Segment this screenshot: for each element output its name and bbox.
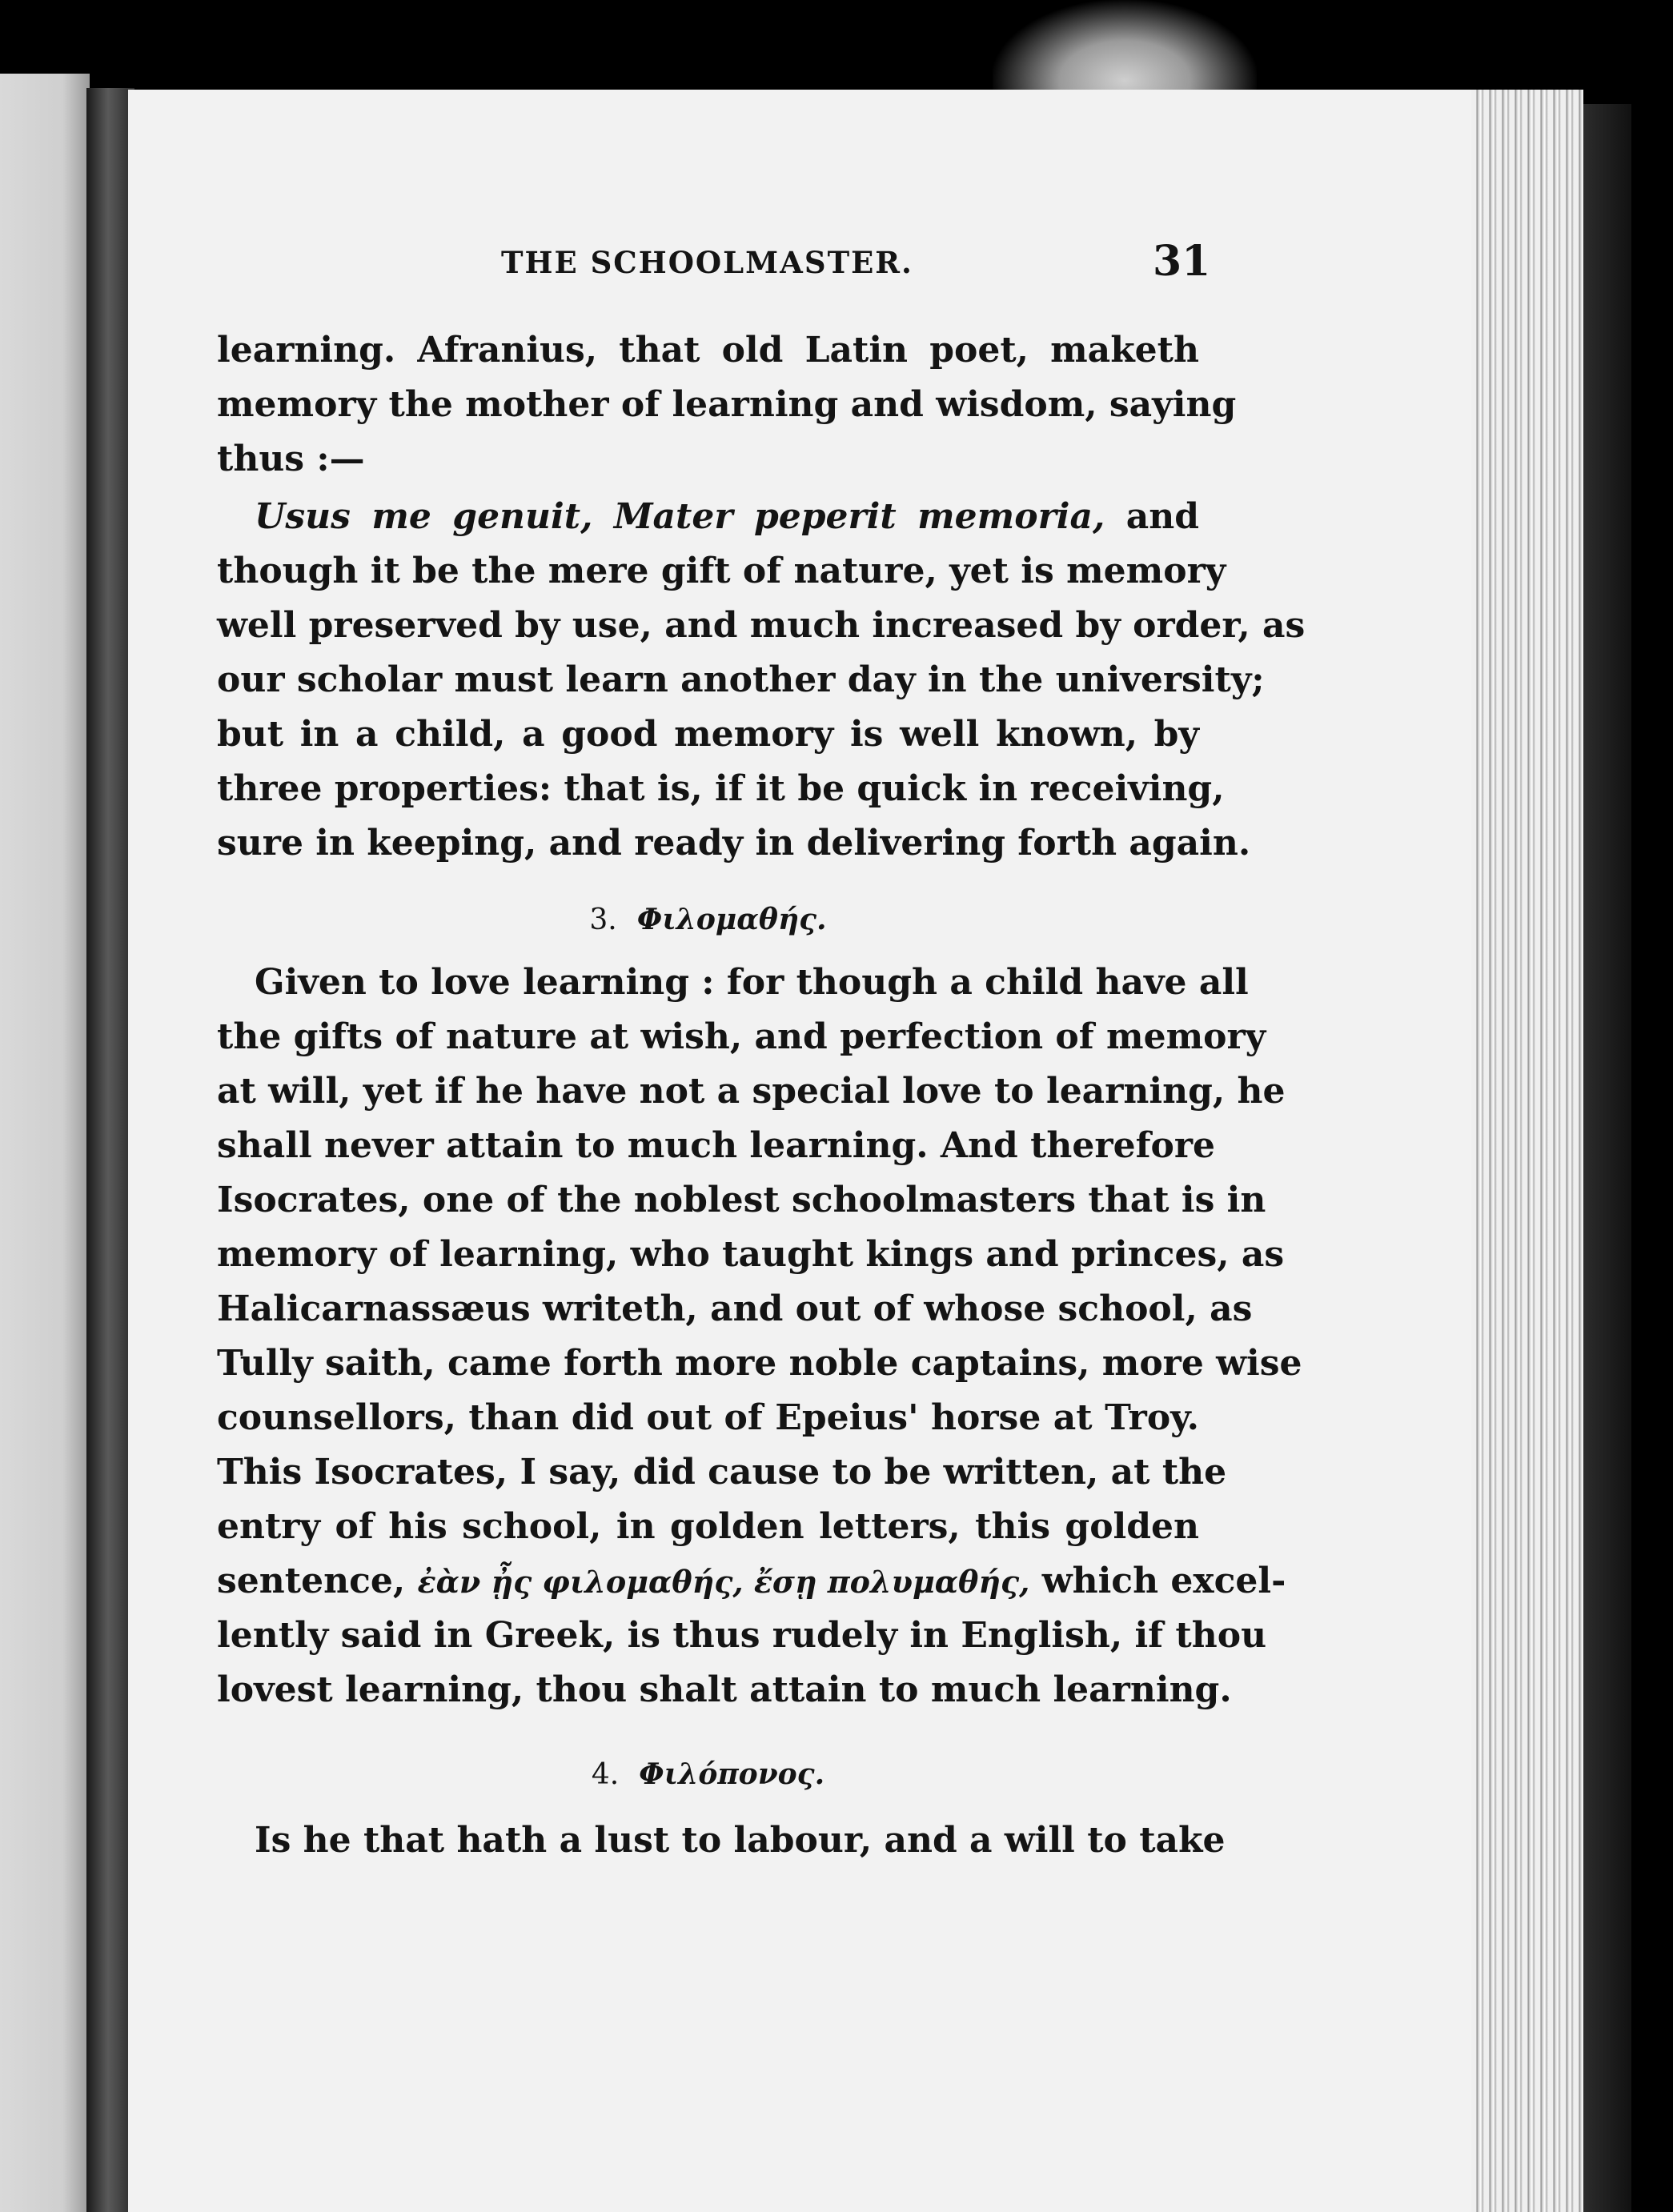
text-line: but in a child, a good memory is well known, by: [217, 714, 1199, 755]
text-fragment: and: [1125, 496, 1200, 537]
page-number: 31: [1153, 237, 1211, 286]
text-line: Given to love learning : for though a child have all: [255, 962, 1249, 1003]
section-number: 3.: [589, 904, 617, 936]
text-line: learning. Afranius, that old Latin poet, maketh: [217, 330, 1199, 371]
torn-page-corner: [993, 0, 1257, 90]
book-gutter: [86, 88, 134, 2212]
facing-page-edge: [0, 74, 90, 2212]
greek-sentence: ἐὰν ᾖς φιλομαθής, ἔσῃ πολυμαθής,: [417, 1564, 1030, 1600]
text-line: lently said in Greek, is thus rudely in English, if thou: [217, 1615, 1267, 1656]
text-line: memory the mother of learning and wisdom, saying: [217, 384, 1237, 425]
text-line: the gifts of nature at wish, and perfection of memory: [217, 1016, 1266, 1057]
text-line: Halicarnassæus writeth, and out of whose school, as: [217, 1288, 1253, 1329]
text-line: sure in keeping, and ready in delivering forth again.: [217, 823, 1251, 864]
text-line: lovest learning, thou shalt attain to much learning.: [217, 1669, 1232, 1710]
text-line: well preserved by use, and much increased by order, as: [217, 605, 1306, 646]
section-title-greek: Φιλόπονος.: [639, 1757, 825, 1791]
section-title-greek: Φιλομαθής.: [636, 903, 827, 936]
text-line: Isocrates, one of the noblest schoolmasters that is in: [217, 1180, 1266, 1220]
text-fragment: sentence,: [217, 1561, 406, 1601]
book-fore-edge: [1471, 90, 1583, 2212]
section-number: 4.: [591, 1758, 620, 1791]
section-heading-4: [217, 1757, 1199, 1791]
text-line: counsellors, than did out of Epeius' horse at Troy.: [217, 1397, 1199, 1438]
text-line: at will, yet if he have not a special love to learning, he: [217, 1071, 1286, 1112]
text-line: entry of his school, in golden letters, this golden: [217, 1506, 1199, 1547]
text-line: three properties: that is, if it be quick in receiving,: [217, 768, 1225, 809]
text-line: shall never attain to much learning. And therefore: [217, 1125, 1216, 1166]
section-heading-3: [217, 903, 1199, 936]
text-line-latin-quote: [255, 495, 1199, 539]
latin-quote: Usus me genuit, Mater peperit memoria,: [255, 496, 1105, 537]
text-line: though it be the mere gift of nature, yet is memory: [217, 551, 1226, 591]
text-line: Tully saith, came forth more noble captains, more wise: [217, 1343, 1302, 1384]
running-head: THE SCHOOLMASTER.: [501, 245, 913, 280]
text-line: thus :—: [217, 439, 365, 479]
text-line: This Isocrates, I say, did cause to be written, at the: [217, 1452, 1227, 1493]
text-line: our scholar must learn another day in the university;: [217, 659, 1265, 700]
edge-shadow: [1583, 104, 1631, 2212]
text-line: memory of learning, who taught kings and princes, as: [217, 1234, 1285, 1275]
text-fragment: which excel-: [1041, 1561, 1286, 1601]
text-line: Is he that hath a lust to labour, and a will to take: [255, 1820, 1226, 1861]
text-line-greek-sentence: [217, 1559, 1286, 1604]
